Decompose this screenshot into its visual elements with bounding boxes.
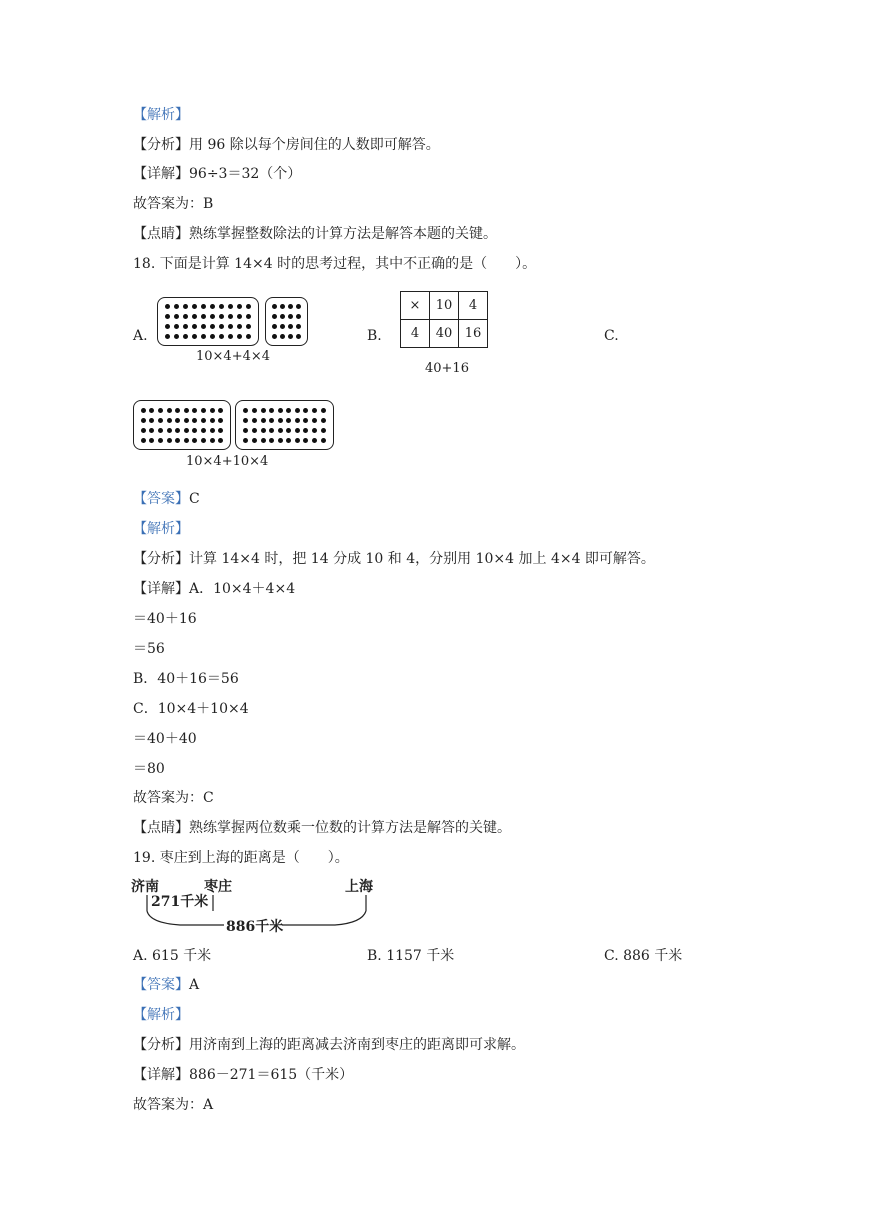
dot xyxy=(269,408,274,413)
dot xyxy=(296,324,301,329)
dot xyxy=(303,428,308,433)
dot xyxy=(261,418,266,423)
xiangjie-line: 【详解】A．10×4＋4×4 xyxy=(133,581,296,597)
dot-array-10x4 xyxy=(133,400,231,450)
dot xyxy=(149,438,154,443)
dot xyxy=(286,408,291,413)
dot xyxy=(184,428,189,433)
dot xyxy=(149,428,154,433)
dot xyxy=(141,418,146,423)
dot xyxy=(218,438,223,443)
daan-tag: 【答案】 xyxy=(133,977,189,993)
dot xyxy=(243,418,248,423)
dot xyxy=(296,334,301,339)
dot xyxy=(295,428,300,433)
dot xyxy=(141,408,146,413)
daan-line xyxy=(133,976,199,994)
option-a-label: A. xyxy=(133,328,148,344)
dot xyxy=(321,418,326,423)
dot xyxy=(210,428,215,433)
dot xyxy=(158,418,163,423)
dot xyxy=(175,408,180,413)
dot xyxy=(218,418,223,423)
dot-array-10x4 xyxy=(157,297,259,346)
dot xyxy=(183,334,188,339)
dot xyxy=(201,418,206,423)
dot xyxy=(280,334,285,339)
city-label-shanghai: 上海 xyxy=(345,879,373,895)
dot xyxy=(237,314,242,319)
dot xyxy=(218,428,223,433)
dot xyxy=(184,418,189,423)
dot xyxy=(303,408,308,413)
dot xyxy=(174,304,179,309)
dot xyxy=(286,438,291,443)
city-label-zaozhuang: 枣庄 xyxy=(204,879,232,895)
dot xyxy=(252,428,257,433)
dot xyxy=(201,324,206,329)
dot xyxy=(167,438,172,443)
dianjing-line: 【点睛】熟练掌握整数除法的计算方法是解答本题的关键。 xyxy=(133,226,497,242)
option-b-label: B. xyxy=(367,328,382,344)
dot xyxy=(192,408,197,413)
city-label-jinan: 济南 xyxy=(131,879,159,895)
dot xyxy=(167,418,172,423)
dot xyxy=(246,314,251,319)
dot xyxy=(312,418,317,423)
dot xyxy=(192,324,197,329)
daan-line xyxy=(133,490,200,508)
dot xyxy=(149,418,154,423)
dot xyxy=(278,418,283,423)
dot xyxy=(192,438,197,443)
option-c: C. 886 千米 xyxy=(604,948,683,964)
answer-line: 故答案为：C xyxy=(133,790,214,806)
dot xyxy=(210,418,215,423)
dot xyxy=(252,408,257,413)
multiplication-grid xyxy=(400,291,488,348)
dot-array-10x4 xyxy=(235,400,334,450)
dot xyxy=(158,438,163,443)
dot xyxy=(272,334,277,339)
dot xyxy=(237,304,242,309)
option-a: A. 615 千米 xyxy=(133,948,212,964)
dot xyxy=(278,408,283,413)
dot xyxy=(228,334,233,339)
option-c-caption: 10×4+10×4 xyxy=(186,454,269,469)
dot xyxy=(246,324,251,329)
dot xyxy=(165,324,170,329)
daan-tag: 【答案】 xyxy=(133,491,189,507)
option-b-caption: 40+16 xyxy=(425,361,469,376)
dot xyxy=(246,304,251,309)
dot xyxy=(183,324,188,329)
dot xyxy=(296,304,301,309)
grid-cell: 4 xyxy=(459,292,488,320)
dot xyxy=(201,428,206,433)
option-b: B. 1157 千米 xyxy=(367,948,455,964)
dot xyxy=(280,304,285,309)
dot xyxy=(288,314,293,319)
dot xyxy=(201,334,206,339)
dot xyxy=(261,438,266,443)
calc-line: B．40＋16＝56 xyxy=(133,671,239,687)
xiangjie-line: 【详解】96÷3＝32（个） xyxy=(133,166,302,182)
dot xyxy=(175,438,180,443)
dot xyxy=(321,428,326,433)
dot xyxy=(158,428,163,433)
dot xyxy=(210,314,215,319)
question-18-stem: 18. 下面是计算 14×4 时的思考过程，其中不正确的是（ ）。 xyxy=(133,256,537,272)
grid-cell: 40 xyxy=(430,320,459,348)
segment-label-271: 271千米 xyxy=(151,894,209,910)
dot xyxy=(183,314,188,319)
fenxi-line: 【分析】用济南到上海的距离减去济南到枣庄的距离即可求解。 xyxy=(133,1037,525,1053)
dot xyxy=(219,324,224,329)
grid-cell: × xyxy=(401,292,430,320)
dot xyxy=(272,314,277,319)
dot xyxy=(228,314,233,319)
dot xyxy=(237,334,242,339)
jiexi-heading: 【解析】 xyxy=(133,1007,189,1023)
dot xyxy=(261,408,266,413)
option-c-label: C. xyxy=(604,328,619,344)
dot xyxy=(165,314,170,319)
dot xyxy=(174,334,179,339)
total-label-886: 886千米 xyxy=(226,919,284,935)
dot xyxy=(184,438,189,443)
dot xyxy=(243,408,248,413)
dot xyxy=(175,428,180,433)
dot xyxy=(243,428,248,433)
answer-line: 故答案为：B xyxy=(133,196,214,212)
dot xyxy=(288,324,293,329)
dot xyxy=(243,438,248,443)
dot xyxy=(219,334,224,339)
calc-line: C．10×4＋10×4 xyxy=(133,701,249,717)
dot xyxy=(312,408,317,413)
dot xyxy=(174,324,179,329)
dot xyxy=(184,408,189,413)
jiexi-heading: 【解析】 xyxy=(133,521,189,537)
dot xyxy=(269,428,274,433)
brace-right xyxy=(282,911,366,925)
brace-left xyxy=(147,911,224,925)
dot xyxy=(272,304,277,309)
dot xyxy=(165,304,170,309)
dot xyxy=(192,428,197,433)
dot xyxy=(165,334,170,339)
grid-cell: 4 xyxy=(401,320,430,348)
dot xyxy=(280,314,285,319)
dot xyxy=(192,314,197,319)
dot xyxy=(201,314,206,319)
dot xyxy=(286,418,291,423)
dot xyxy=(228,304,233,309)
dot xyxy=(269,418,274,423)
grid-cell: 10 xyxy=(430,292,459,320)
dot xyxy=(149,408,154,413)
jiexi-heading: 【解析】 xyxy=(133,107,189,123)
dot xyxy=(278,438,283,443)
dot xyxy=(278,428,283,433)
dot xyxy=(167,408,172,413)
fenxi-line: 【分析】用 96 除以每个房间住的人数即可解答。 xyxy=(133,137,440,153)
dot xyxy=(303,418,308,423)
dot xyxy=(210,438,215,443)
grid-cell: 16 xyxy=(459,320,488,348)
dot xyxy=(210,408,215,413)
dot xyxy=(201,438,206,443)
option-a-caption: 10×4+4×4 xyxy=(196,349,271,364)
dot xyxy=(288,334,293,339)
dot xyxy=(219,304,224,309)
dot xyxy=(252,438,257,443)
dot xyxy=(175,418,180,423)
dot xyxy=(158,408,163,413)
dot xyxy=(303,438,308,443)
dot xyxy=(237,324,242,329)
answer-line: 故答案为：A xyxy=(133,1097,214,1113)
dot xyxy=(321,438,326,443)
dot xyxy=(252,418,257,423)
dianjing-line: 【点睛】熟练掌握两位数乘一位数的计算方法是解答的关键。 xyxy=(133,820,511,836)
daan-value: C xyxy=(189,491,200,507)
dot xyxy=(295,408,300,413)
dot xyxy=(210,334,215,339)
question-19-stem: 19. 枣庄到上海的距离是（ ）。 xyxy=(133,850,349,866)
daan-value: A xyxy=(189,977,200,993)
dot xyxy=(141,428,146,433)
dot xyxy=(312,438,317,443)
dot xyxy=(269,438,274,443)
dot xyxy=(261,428,266,433)
fenxi-line: 【分析】计算 14×4 时，把 14 分成 10 和 4，分别用 10×4 加上 4×4 即可解答。 xyxy=(133,551,655,567)
dot xyxy=(296,314,301,319)
dot xyxy=(201,304,206,309)
dot xyxy=(192,418,197,423)
dot xyxy=(312,428,317,433)
dot xyxy=(288,304,293,309)
dot xyxy=(218,408,223,413)
dot xyxy=(295,438,300,443)
xiangjie-line: 【详解】886－271＝615（千米） xyxy=(133,1067,354,1083)
dot xyxy=(210,304,215,309)
dot xyxy=(174,314,179,319)
dot xyxy=(246,334,251,339)
dot xyxy=(295,418,300,423)
dot xyxy=(192,334,197,339)
dot xyxy=(228,324,233,329)
dot xyxy=(167,428,172,433)
calc-line: ＝80 xyxy=(133,761,165,777)
dot xyxy=(286,428,291,433)
dot xyxy=(280,324,285,329)
dot xyxy=(321,408,326,413)
calc-line: ＝56 xyxy=(133,641,165,657)
calc-line: ＝40＋40 xyxy=(133,731,197,747)
dot-array-4x4 xyxy=(265,297,308,346)
dot xyxy=(272,324,277,329)
dot xyxy=(192,304,197,309)
dot xyxy=(210,324,215,329)
calc-line: ＝40＋16 xyxy=(133,611,197,627)
dot xyxy=(183,304,188,309)
dot xyxy=(141,438,146,443)
dot xyxy=(201,408,206,413)
dot xyxy=(219,314,224,319)
